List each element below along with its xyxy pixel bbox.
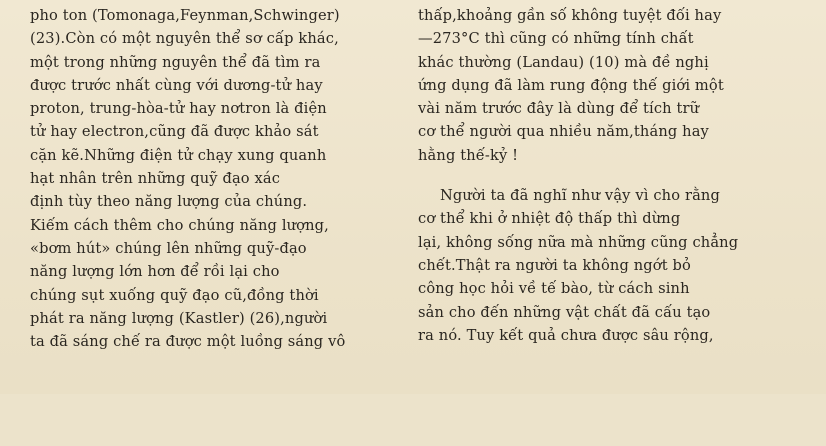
right-column xyxy=(418,4,783,347)
text-line: cơ thể người qua nhiều năm,tháng hay xyxy=(418,123,709,141)
text-line: hạt nhân trên những quỹ đạo xác xyxy=(30,170,281,188)
text-line: năng lượng lớn hơn để rồi lại cho xyxy=(30,263,280,281)
text-line: (23).Còn có một nguyên thể sơ cấp khác, xyxy=(30,30,339,48)
text-line: tử hay electron,cũng đã được khảo sát xyxy=(30,123,319,141)
text-line: ra nó. Tuy kết quả chưa được sâu rộng, xyxy=(418,326,714,344)
text-line: cặn kẽ.Những điện tử chạy xung quanh xyxy=(30,146,327,164)
text-line: lại, không sống nữa mà những cũng chẳng xyxy=(418,233,739,251)
paragraph xyxy=(418,184,783,347)
page-bottom-margin xyxy=(0,394,826,446)
text-line: phát ra năng lượng (Kastler) (26),người xyxy=(30,309,328,327)
text-line: thấp,khoảng gần số không tuyệt đối hay xyxy=(418,7,722,24)
text-line: chúng sụt xuống quỹ đạo cũ,đồng thời xyxy=(30,286,319,304)
text-line: cơ thể khi ở nhiệt độ thấp thì dừng xyxy=(418,210,681,228)
text-line: vài năm trước đây là dùng để tích trữ xyxy=(418,100,700,118)
text-line: ứng dụng đã làm rung động thế giới một xyxy=(418,76,724,94)
text-line: được trước nhất cùng với dương-tử hay xyxy=(30,76,323,94)
text-line: định tùy theo năng lượng của chúng. xyxy=(30,193,308,211)
text-line: công học hỏi về tế bào, từ cách sinh xyxy=(418,280,690,298)
paragraph xyxy=(418,4,783,167)
text-line: một trong những nguyên thể đã tìm ra xyxy=(30,53,321,71)
left-column xyxy=(30,4,395,353)
text-line: proton, trung-hòa-tử hay nơtron là điện xyxy=(30,100,327,118)
text-line: Người ta đã nghĩ như vậy vì cho rằng xyxy=(440,187,720,205)
text-line: ta đã sáng chế ra được một luồng sáng vô xyxy=(30,333,346,351)
paragraph-gap xyxy=(418,167,783,184)
text-line: pho ton (Tomonaga,Feynman,Schwinger) xyxy=(30,7,340,24)
text-line: chết.Thật ra người ta không ngớt bỏ xyxy=(418,256,691,274)
text-line: sản cho đến những vật chất đã cấu tạo xyxy=(418,303,711,321)
text-line: «bơm hút» chúng lên những quỹ-đạo xyxy=(30,239,307,257)
text-line: —273°C thì cũng có những tính chất xyxy=(418,30,694,48)
text-line: khác thường (Landau) (10) mà đề nghị xyxy=(418,53,709,71)
text-line: hằng thế-kỷ ! xyxy=(418,146,519,164)
text-line: Kiếm cách thêm cho chúng năng lượng, xyxy=(30,216,329,234)
